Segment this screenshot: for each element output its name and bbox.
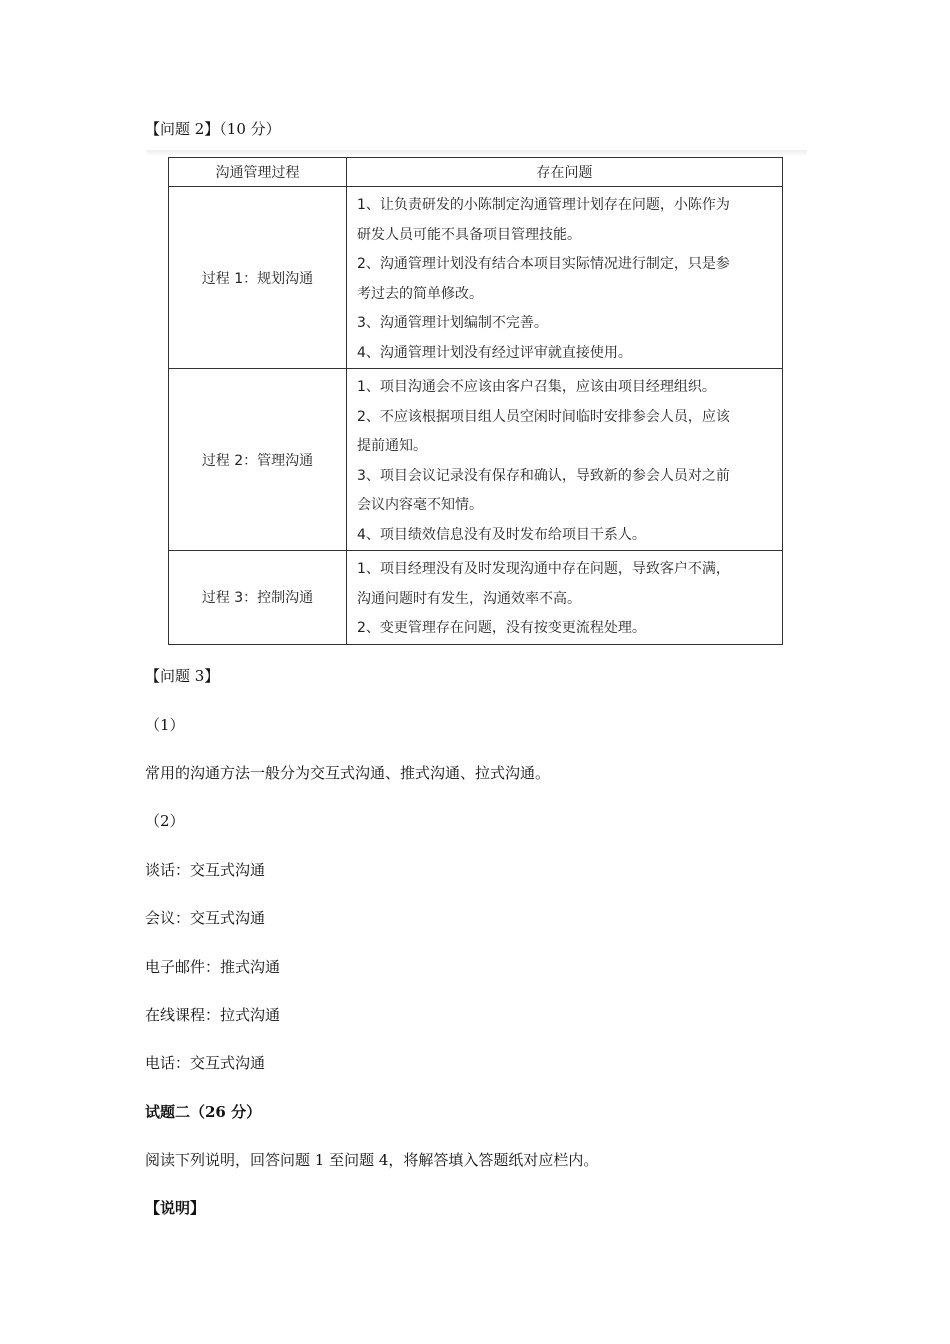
issue-line: 1、让负责研发的小陈制定沟通管理计划存在问题，小陈作为 <box>357 197 730 213</box>
process-cell: 过程 1：规划沟通 <box>169 187 347 369</box>
exam-2-instruction: 阅读下列说明，回答问题 1 至问题 4，将解答填入答题纸对应栏内。 <box>145 1151 599 1169</box>
issue-line: 研发人员可能不具备项目管理技能。 <box>357 226 581 243</box>
part-1-text: 常用的沟通方法一般分为交互式沟通、推式沟通、拉式沟通。 <box>145 764 551 782</box>
issue-line: 1、项目经理没有及时发现沟通中存在问题，导致客户不满， <box>357 561 730 577</box>
table-row <box>169 369 783 551</box>
issues-cell <box>347 187 783 369</box>
communication-issues-table <box>168 157 783 645</box>
list-item: 电子邮件：推式沟通 <box>145 958 281 976</box>
issue-line: 提前通知。 <box>357 438 427 454</box>
issue-line: 3、项目会议记录没有保存和确认，导致新的参会人员对之前 <box>357 467 730 484</box>
list-item: 会议：交互式沟通 <box>145 909 266 927</box>
process-cell: 过程 2：管理沟通 <box>169 369 347 551</box>
issues-cell <box>347 369 783 551</box>
issue-line: 1、项目沟通会不应该由客户召集，应该由项目经理组织。 <box>357 379 716 395</box>
list-item: 电话：交互式沟通 <box>145 1054 266 1072</box>
question-3-heading: 【问题 3】 <box>145 667 220 685</box>
list-item: 在线课程：拉式沟通 <box>145 1006 281 1024</box>
column-header-issues: 存在问题 <box>347 158 783 187</box>
issue-line: 2、不应该根据项目组人员空闲时间临时安排参会人员，应该 <box>357 408 730 425</box>
issue-line: 3、沟通管理计划编制不完善。 <box>357 315 548 331</box>
issue-line: 2、沟通管理计划没有结合本项目实际情况进行制定，只是参 <box>357 256 730 272</box>
decorative-divider <box>147 150 807 155</box>
question-2-heading: 【问题 2】（10 分） <box>145 120 281 138</box>
table-row <box>169 187 783 369</box>
issue-line: 4、项目绩效信息没有及时发布给项目干系人。 <box>357 526 646 543</box>
issue-line: 沟通问题时有发生，沟通效率不高。 <box>357 590 581 607</box>
issue-line: 4、沟通管理计划没有经过评审就直接使用。 <box>357 344 632 361</box>
column-header-process: 沟通管理过程 <box>169 158 347 187</box>
table-row <box>169 551 783 645</box>
explanation-heading: 【说明】 <box>145 1199 206 1217</box>
list-item: 谈话：交互式沟通 <box>145 861 266 879</box>
part-2-label: （2） <box>145 812 185 830</box>
exam-2-title: 试题二（26 分） <box>145 1103 262 1121</box>
table-header-row <box>169 158 783 187</box>
issue-line: 会议内容毫不知情。 <box>357 497 483 513</box>
issue-line: 2、变更管理存在问题，没有按变更流程处理。 <box>357 620 646 636</box>
part-1-label: （1） <box>145 716 185 734</box>
issues-cell <box>347 551 783 645</box>
issue-line: 考过去的简单修改。 <box>357 285 483 302</box>
process-cell: 过程 3：控制沟通 <box>169 551 347 645</box>
